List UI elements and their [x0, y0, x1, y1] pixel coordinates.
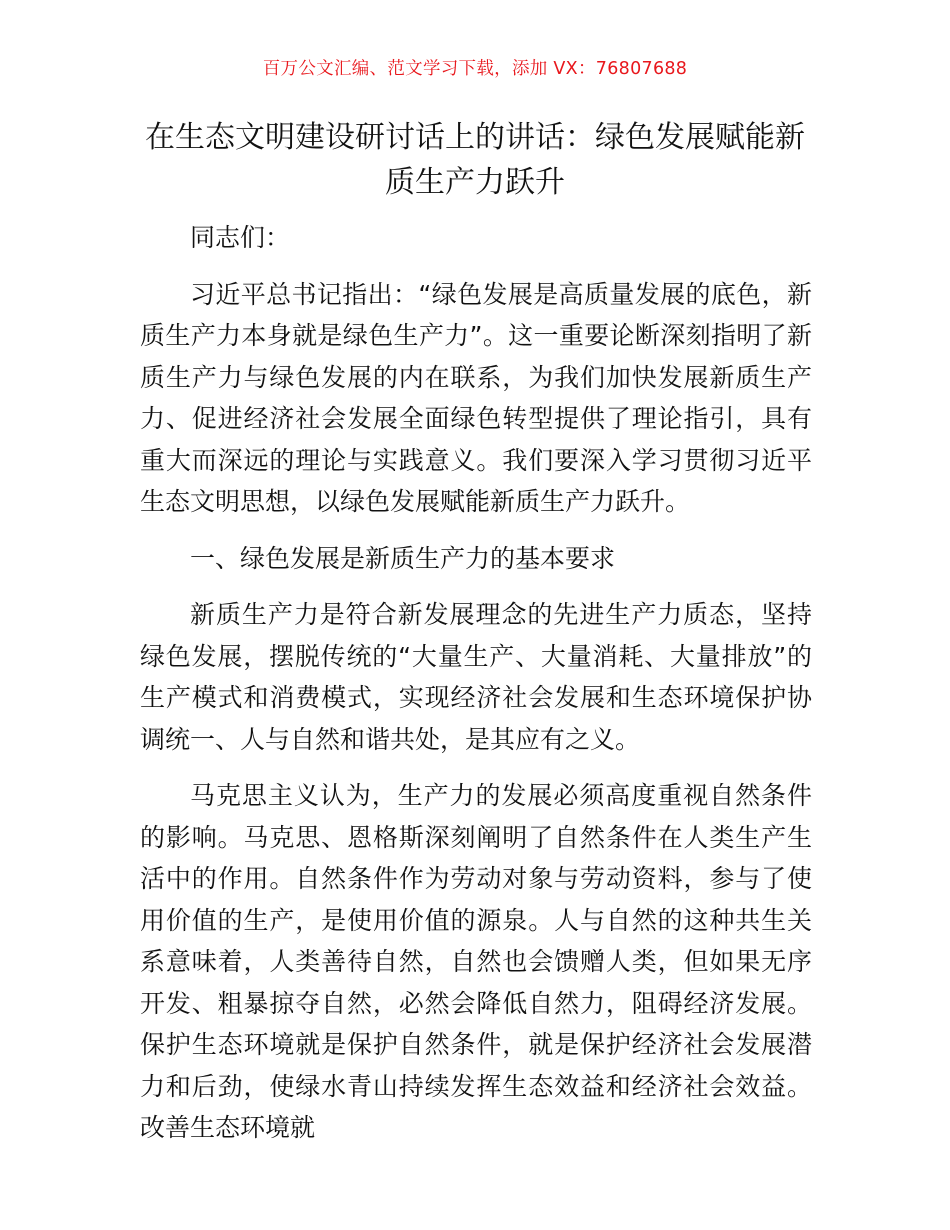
salutation: 同志们： — [190, 223, 291, 252]
document-title: 在生态文明建设研讨话上的讲话：绿色发展赋能新质生产力跃升 — [145, 120, 805, 200]
paragraph-2: 新质生产力是符合新发展理念的先进生产力质态，坚持绿色发展，摆脱传统的“大量生产、大量消耗、大量排放”的生产模式和消费模式，实现经济社会发展和生态环境保护协调统一、人与自然和谐共处，是其应有之义。 — [140, 600, 812, 754]
paragraph-intro: 习近平总书记指出：“绿色发展是高质量发展的底色，新质生产力本身就是绿色生产力”。这一重要论断深刻指明了新质生产力与绿色发展的内在联系，为我们加快发展新质生产力、促进经济社会发展全面绿色转型提供了理论指引，具有重大而深远的理论与实践意义。我们要深入学习贯彻习近平生态文明思想，以绿色发展赋能新质生产力跃升。 — [140, 279, 812, 516]
document-body — [140, 217, 812, 1164]
header-banner: 百万公文汇编、范文学习下载，添加 VX：76807688 — [262, 59, 688, 79]
paragraph-3: 马克思主义认为，生产力的发展必须高度重视自然条件的影响。马克思、恩格斯深刻阐明了自然条件在人类生产生活中的作用。自然条件作为劳动对象与劳动资料，参与了使用价值的生产，是使用价值的源泉。人与自然的这种共生关系意味着，人类善待自然，自然也会馈赠人类，但如果无序开发、粗暴掠夺自然，必然会降低自然力，阻碍经济发展。保护生态环境就是保护自然条件，就是保护经济社会发展潜力和后劲，使绿水青山持续发挥生态效益和经济社会效益。改善生态环境就 — [140, 781, 812, 1142]
section-heading-1: 一、绿色发展是新质生产力的基本要求 — [190, 543, 616, 573]
